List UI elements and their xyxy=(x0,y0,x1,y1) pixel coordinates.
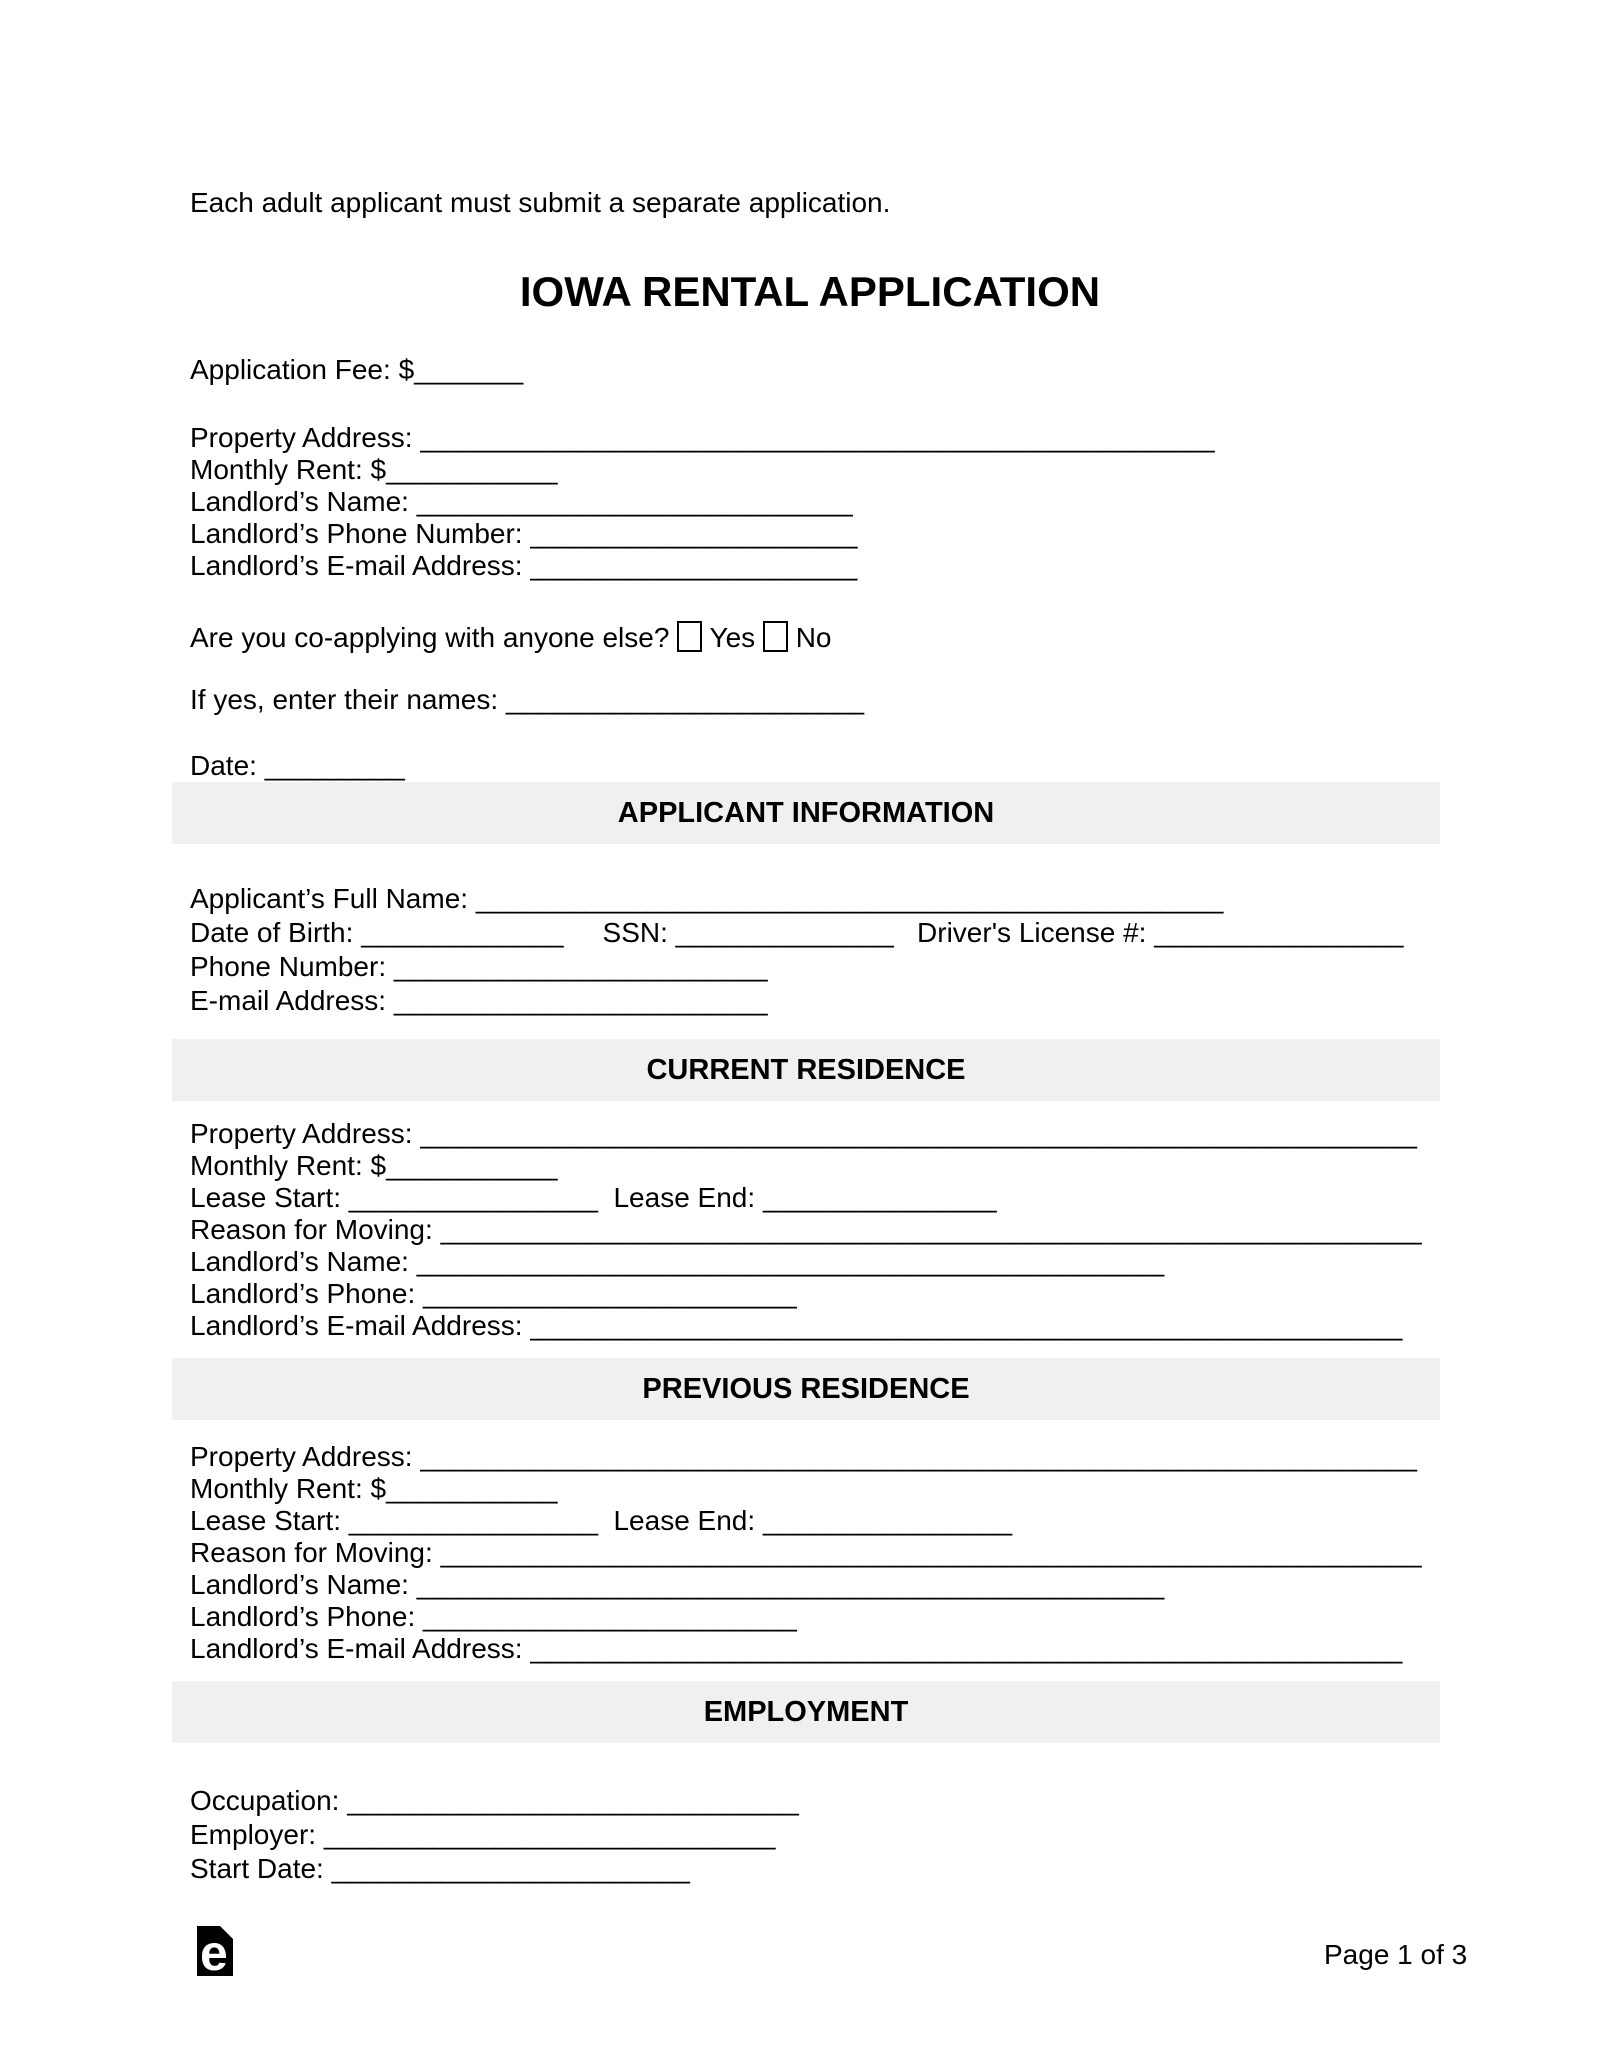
current-reason-moving-blank[interactable]: _______________________________________________________________ xyxy=(440,1214,1422,1245)
section-header-current-residence xyxy=(172,1039,1440,1101)
previous-monthly-rent-label: Monthly Rent: $ xyxy=(190,1473,387,1504)
ssn-blank[interactable]: ______________ xyxy=(675,917,894,948)
previous-lease-dates-row xyxy=(190,1505,1430,1537)
current-landlords-email-blank[interactable]: ________________________________________________________ xyxy=(530,1310,1403,1341)
date-of-birth-blank[interactable]: _____________ xyxy=(361,917,564,948)
applicant-full-name-label: Applicant’s Full Name: xyxy=(190,883,476,914)
current-reason-moving-label: Reason for Moving: xyxy=(190,1214,441,1245)
current-monthly-rent-blank[interactable]: ___________ xyxy=(386,1150,558,1181)
previous-landlords-phone-label: Landlord’s Phone: xyxy=(190,1601,423,1632)
current-reason-moving-row xyxy=(190,1214,1430,1246)
previous-landlords-email-row xyxy=(190,1633,1430,1665)
current-property-address-row xyxy=(190,1118,1430,1150)
drivers-license-label: Driver's License #: xyxy=(893,917,1155,948)
date-row xyxy=(190,750,1430,782)
co-apply-no-label: No xyxy=(787,622,832,653)
co-applicant-names-blank[interactable]: _______________________ xyxy=(505,684,865,715)
applicant-information-block xyxy=(190,882,1430,1018)
current-monthly-rent-label: Monthly Rent: $ xyxy=(190,1150,387,1181)
current-landlords-phone-blank[interactable]: ________________________ xyxy=(423,1278,797,1309)
current-property-address-blank[interactable]: ________________________________________________________________ xyxy=(420,1118,1417,1149)
application-fee-blank[interactable]: _______ xyxy=(414,354,524,385)
previous-reason-moving-row xyxy=(190,1537,1430,1569)
previous-property-address-row xyxy=(190,1441,1430,1473)
applicant-full-name-blank[interactable]: ________________________________________________ xyxy=(475,883,1224,914)
previous-lease-start-blank[interactable]: ________________ xyxy=(348,1505,598,1536)
previous-lease-end-label: Lease End: xyxy=(597,1505,763,1536)
current-property-address-label: Property Address: xyxy=(190,1118,421,1149)
drivers-license-blank[interactable]: ________________ xyxy=(1154,917,1404,948)
current-landlords-name-blank[interactable]: ________________________________________________ xyxy=(416,1246,1165,1277)
co-applicant-names-label: If yes, enter their names: xyxy=(190,684,506,715)
employer-blank[interactable]: _____________________________ xyxy=(323,1819,776,1850)
dob-ssn-license-row xyxy=(190,916,1430,950)
applicant-email-blank[interactable]: ________________________ xyxy=(393,985,768,1016)
previous-landlords-name-row xyxy=(190,1569,1430,1601)
current-lease-end-blank[interactable]: _______________ xyxy=(762,1182,997,1213)
date-of-birth-label: Date of Birth: xyxy=(190,917,362,948)
landlords-phone-number-blank[interactable]: _____________________ xyxy=(530,518,858,549)
previous-reason-moving-blank[interactable]: _______________________________________________________________ xyxy=(440,1537,1422,1568)
application-fee-row xyxy=(190,354,1430,386)
co-applying-question: Are you co-applying with anyone else? xyxy=(190,622,678,653)
landlords-email-blank[interactable]: _____________________ xyxy=(530,550,858,581)
current-landlords-phone-label: Landlord’s Phone: xyxy=(190,1278,423,1309)
start-date-row xyxy=(190,1852,1430,1886)
property-address-blank[interactable]: ___________________________________________________ xyxy=(420,422,1215,453)
applicant-phone-row xyxy=(190,950,1430,984)
current-lease-start-blank[interactable]: ________________ xyxy=(348,1182,598,1213)
start-date-blank[interactable]: _______________________ xyxy=(331,1853,690,1884)
landlords-phone-number-label: Landlord’s Phone Number: xyxy=(190,518,531,549)
section-header-previous-residence xyxy=(172,1358,1440,1420)
property-address-label: Property Address: xyxy=(190,422,421,453)
employer-label: Employer: xyxy=(190,1819,324,1850)
previous-landlords-email-label: Landlord’s E-mail Address: xyxy=(190,1633,531,1664)
current-monthly-rent-row xyxy=(190,1150,1430,1182)
intro-note: Each adult applicant must submit a separate application. xyxy=(190,187,891,218)
previous-lease-start-label: Lease Start: xyxy=(190,1505,349,1536)
previous-lease-end-blank[interactable]: ________________ xyxy=(762,1505,1013,1536)
eforms-logo-icon xyxy=(197,1925,233,1981)
previous-property-address-label: Property Address: xyxy=(190,1441,421,1472)
landlords-email-label: Landlord’s E-mail Address: xyxy=(190,550,531,581)
occupation-row xyxy=(190,1784,1430,1818)
current-lease-dates-row xyxy=(190,1182,1430,1214)
date-blank[interactable]: _________ xyxy=(264,750,405,781)
start-date-label: Start Date: xyxy=(190,1853,332,1884)
previous-reason-moving-label: Reason for Moving: xyxy=(190,1537,441,1568)
monthly-rent-row xyxy=(190,454,1430,486)
section-header-applicant-information xyxy=(172,782,1440,844)
applicant-information-header-text: APPLICANT INFORMATION xyxy=(617,796,995,829)
current-landlords-name-label: Landlord’s Name: xyxy=(190,1246,417,1277)
current-landlords-phone-row xyxy=(190,1278,1430,1310)
section-header-employment xyxy=(172,1681,1440,1743)
co-apply-yes-checkbox[interactable] xyxy=(677,621,702,652)
monthly-rent-blank[interactable]: ___________ xyxy=(386,454,558,485)
previous-landlords-name-blank[interactable]: ________________________________________________ xyxy=(416,1569,1165,1600)
co-applying-row xyxy=(190,620,1430,656)
previous-property-address-blank[interactable]: ________________________________________________________________ xyxy=(420,1441,1417,1472)
eforms-logo-letter: e xyxy=(200,1925,228,1981)
co-apply-no-checkbox[interactable] xyxy=(763,621,788,652)
applicant-email-label: E-mail Address: xyxy=(190,985,394,1016)
co-applicant-names-row xyxy=(190,684,1430,716)
applicant-full-name-row xyxy=(190,882,1430,916)
monthly-rent-label: Monthly Rent: $ xyxy=(190,454,387,485)
applicant-phone-blank[interactable]: ________________________ xyxy=(393,951,768,982)
current-landlords-name-row xyxy=(190,1246,1430,1278)
landlords-name-row xyxy=(190,486,1430,518)
current-lease-start-label: Lease Start: xyxy=(190,1182,349,1213)
previous-residence-block xyxy=(190,1441,1430,1665)
landlords-phone-number-row xyxy=(190,518,1430,550)
previous-landlords-phone-row xyxy=(190,1601,1430,1633)
date-label: Date: xyxy=(190,750,265,781)
employment-block xyxy=(190,1784,1430,1886)
current-lease-end-label: Lease End: xyxy=(597,1182,763,1213)
employment-header-text: EMPLOYMENT xyxy=(703,1695,909,1728)
application-fee-label: Application Fee: $ xyxy=(190,354,415,385)
current-residence-header-text: CURRENT RESIDENCE xyxy=(646,1053,966,1086)
applicant-email-row xyxy=(190,984,1430,1018)
landlords-name-label: Landlord’s Name: xyxy=(190,486,417,517)
current-landlords-email-row xyxy=(190,1310,1430,1342)
landlords-email-row xyxy=(190,550,1430,582)
page-title: IOWA RENTAL APPLICATION xyxy=(519,268,1101,315)
previous-monthly-rent-row xyxy=(190,1473,1430,1505)
previous-monthly-rent-blank[interactable]: ___________ xyxy=(386,1473,558,1504)
applicant-phone-label: Phone Number: xyxy=(190,951,394,982)
property-address-row xyxy=(190,422,1430,454)
occupation-blank[interactable]: _____________________________ xyxy=(347,1785,799,1816)
landlords-name-blank[interactable]: ____________________________ xyxy=(416,486,853,517)
ssn-label: SSN: xyxy=(563,917,676,948)
occupation-label: Occupation: xyxy=(190,1785,348,1816)
previous-landlords-name-label: Landlord’s Name: xyxy=(190,1569,417,1600)
current-residence-block xyxy=(190,1118,1430,1342)
previous-landlords-phone-blank[interactable]: ________________________ xyxy=(423,1601,797,1632)
previous-landlords-email-blank[interactable]: ________________________________________________________ xyxy=(530,1633,1403,1664)
previous-residence-header-text: PREVIOUS RESIDENCE xyxy=(642,1372,970,1405)
employer-row xyxy=(190,1818,1430,1852)
co-apply-yes-label: Yes xyxy=(702,622,763,653)
property-landlord-block xyxy=(190,422,1430,582)
page-number: Page 1 of 3 xyxy=(1324,1939,1468,1970)
current-landlords-email-label: Landlord’s E-mail Address: xyxy=(190,1310,531,1341)
